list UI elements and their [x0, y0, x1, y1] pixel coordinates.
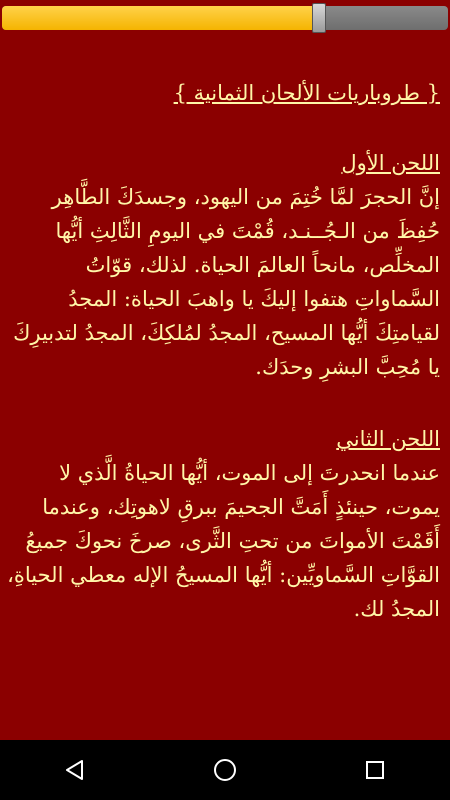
section-text-tone-1: إنَّ الحجرَ لمَّا خُتِمَ من اليهود، وجسدَكَ الطَّاهِر حُفِظَ من الـجُــنـد، قُمْتَ في اليومِ الثَّالِثِ أيُّها المخلِّص، مانحاً العالمَ الحياة. لذلك، قوّاتُ السَّماواتِ هتفوا إليكَ يا واهبَ الحياة: المجدُ لقيامتِكَ أيُّها المسيح، المجدُ لمُلكِكَ، المجدُ لتدبيرِكَ يا مُحِبَّ البشرِ وحدَك.	[13, 185, 440, 379]
slider-track[interactable]	[2, 6, 448, 30]
section-text-tone-2: عندما انحدرتَ إلى الموت، أيُّها الحياةُ الَّذي لا يموت، حينئذٍ أَمَتَّ الجحيمَ ببرقِ لاهوتِك، وعندما أَقَمْتَ الأمواتَ من تحتِ الثَّرى، صرخَ نحوكَ جميعُ القوَّاتِ السَّماويِّين: أيُّها المسيحُ الإله معطي الحياةِ، المجدُ لك.	[7, 461, 440, 621]
home-button[interactable]	[195, 740, 255, 800]
recents-square-icon	[364, 759, 386, 781]
slider-thumb[interactable]	[312, 3, 326, 33]
recents-button[interactable]	[345, 740, 405, 800]
section-heading-tone-2: اللحن الثاني	[336, 427, 440, 451]
back-triangle-icon	[63, 758, 87, 782]
back-button[interactable]	[45, 740, 105, 800]
section-heading-tone-1: اللحن الأول	[341, 151, 440, 175]
reading-progress-slider[interactable]	[0, 0, 450, 36]
system-navigation-bar	[0, 740, 450, 800]
slider-fill	[2, 6, 319, 30]
hymn-text-view[interactable]	[0, 38, 450, 738]
page-title: { طروباريات الألحان الثمانية }	[173, 81, 440, 105]
home-circle-icon	[212, 757, 238, 783]
